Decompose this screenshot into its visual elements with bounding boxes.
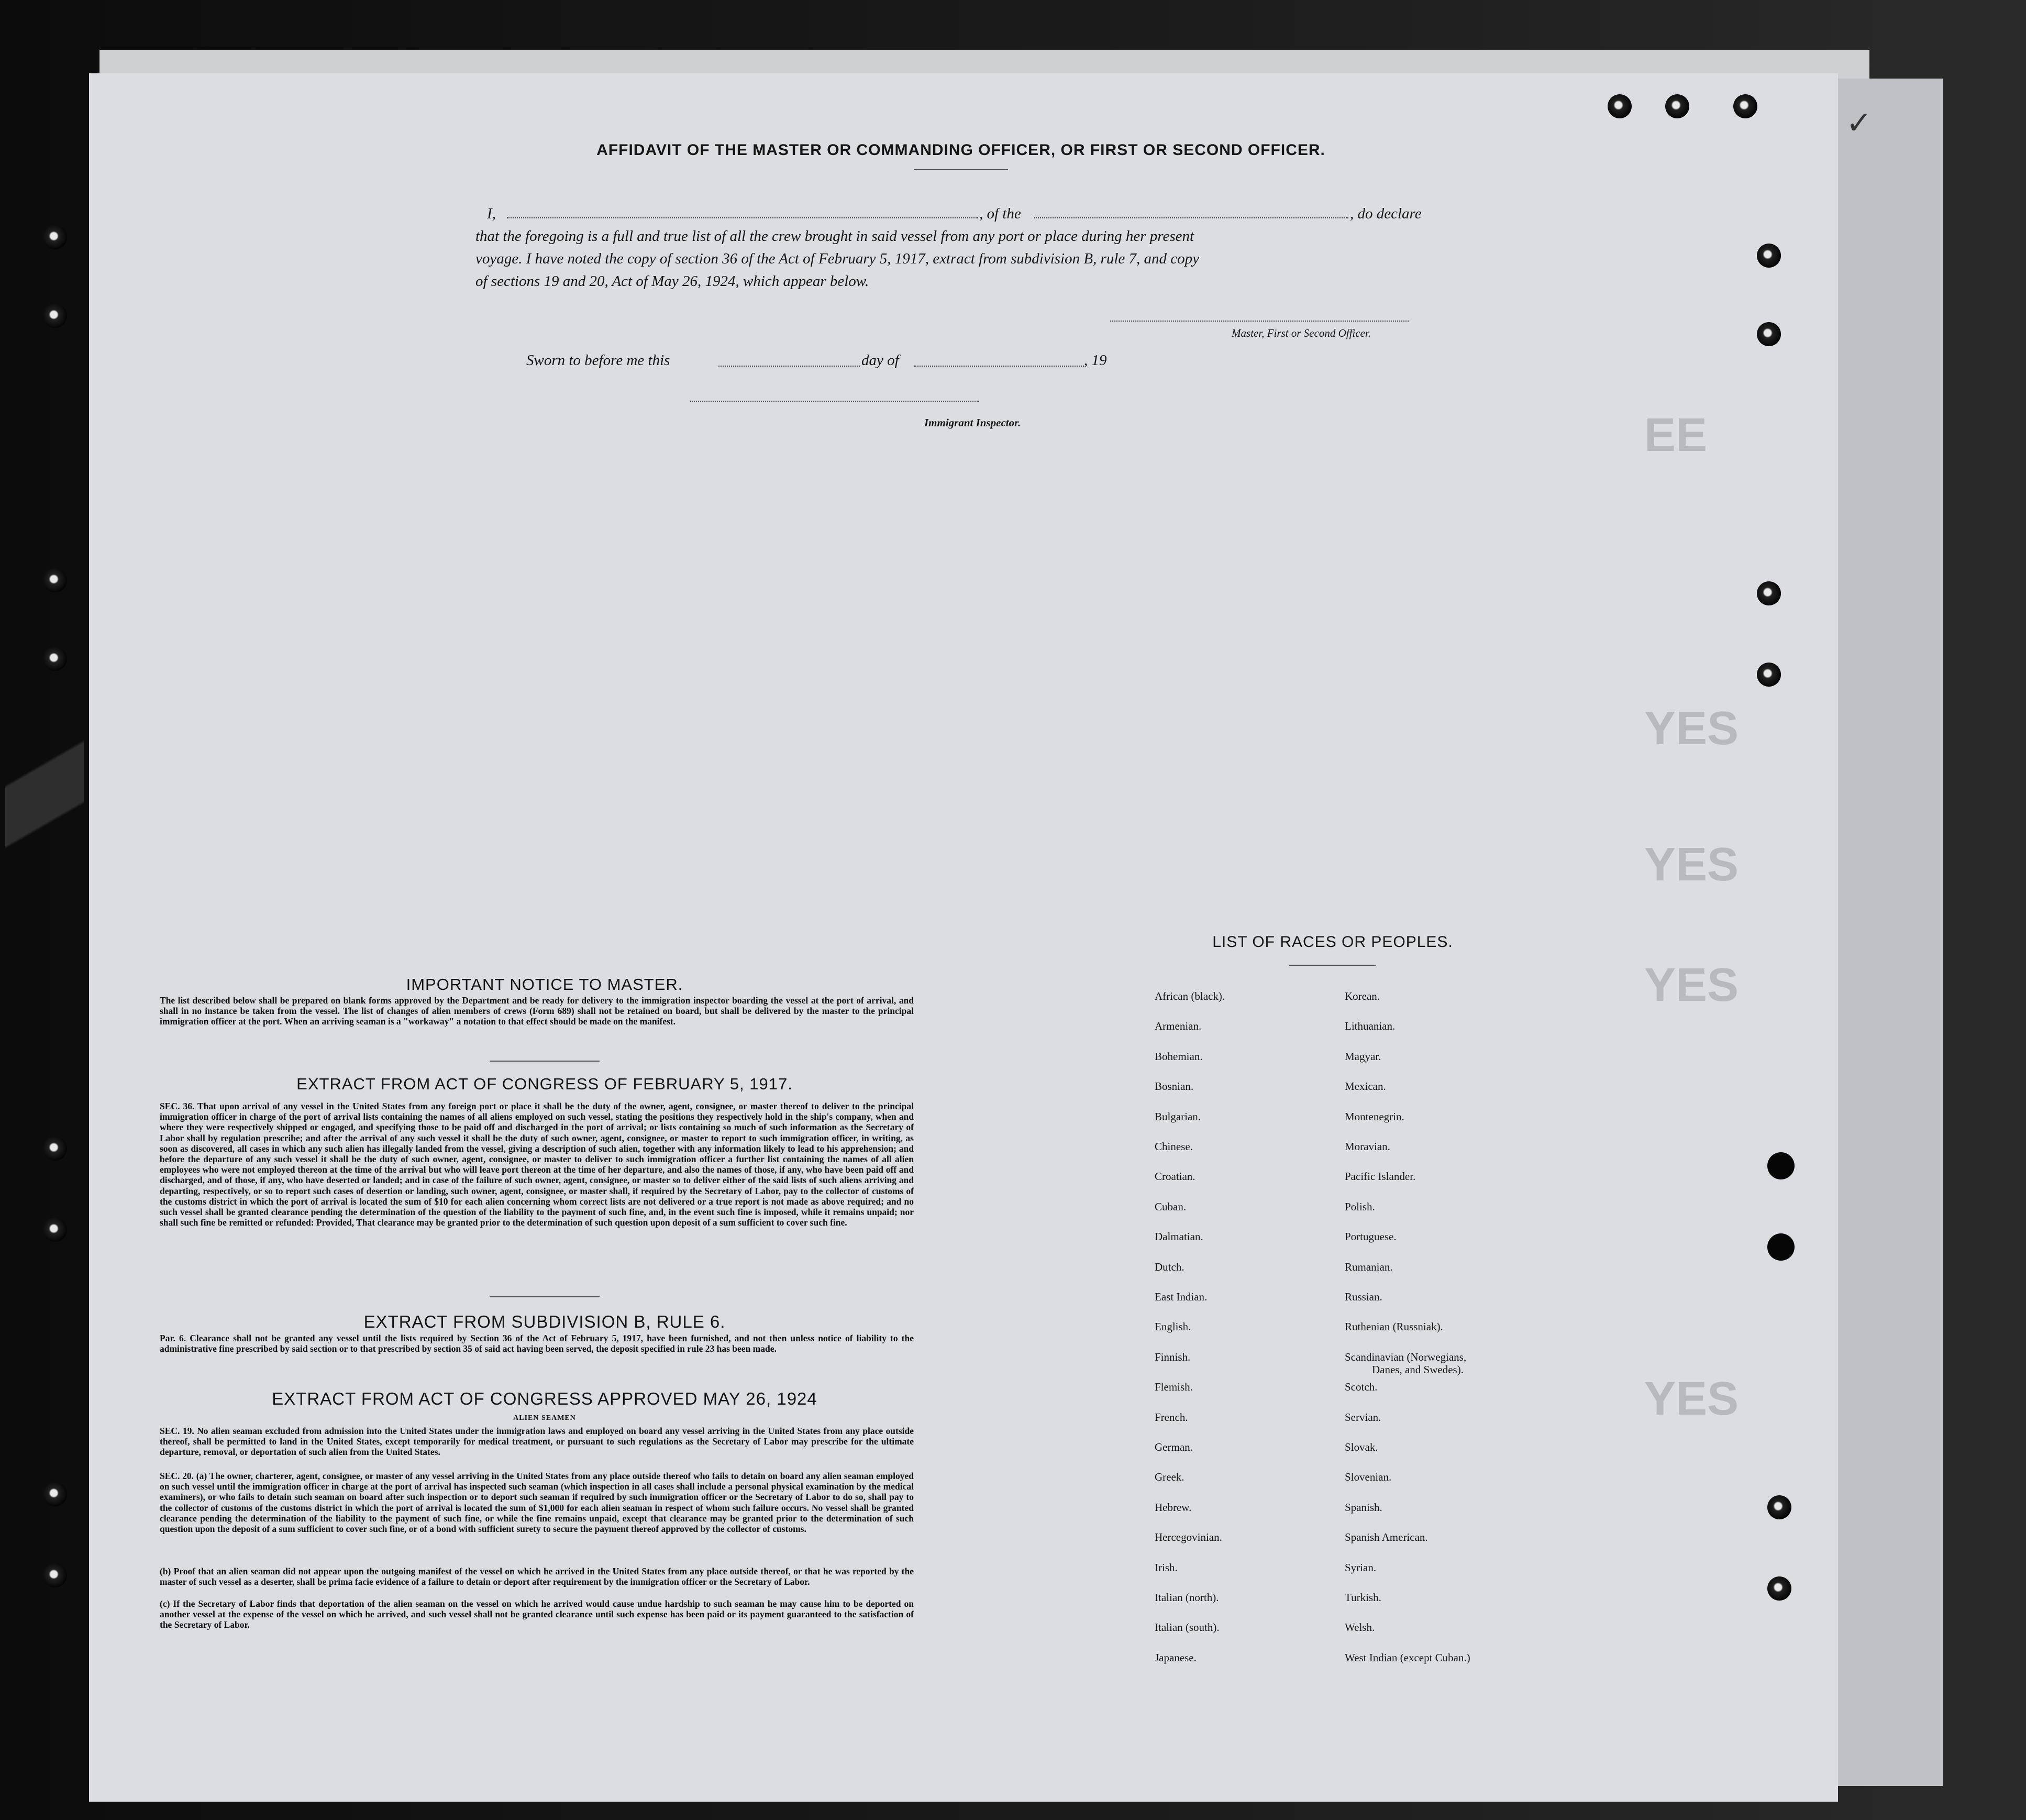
binder-hole-icon xyxy=(1757,244,1781,268)
inspector-line[interactable] xyxy=(690,401,979,402)
race-item: Turkish. xyxy=(1345,1591,1381,1604)
races-underline xyxy=(1289,965,1376,966)
binder-hole-icon xyxy=(43,647,67,671)
race-item: Montenegrin. xyxy=(1345,1110,1404,1123)
race-item: Russian. xyxy=(1345,1290,1382,1303)
binder-hole-icon xyxy=(43,225,67,249)
race-item: Japanese. xyxy=(1155,1651,1197,1664)
binder-hole-icon xyxy=(1733,94,1757,118)
race-item: Flemish. xyxy=(1155,1381,1193,1394)
race-item: Spanish American. xyxy=(1345,1531,1428,1544)
binder-hole-icon xyxy=(43,568,67,592)
extract-1917-text: SEC. 36. That upon arrival of any vessel in the United States from any foreign port or place it shall be the duty of the owner, agent, consignee, or master thereof to deliver to the principal immigration officer in charge of the port of arrival lists containing the names of all aliens employed on such vessel, stating the positions they respectively hold in the ship's company, when and where they were respectively shipped or engaged, and specifying those to be paid off and discharged in the port of arrival; or lists containing so much of such information as the Secretary of Labor shall by regulation prescribe; and after the arrival of any such vessel it shall be the duty of such owner, agent, consignee, or master to report to such immigration officer, in writing, as soon as discovered, all cases in which any such alien has illegally landed from the vessel, giving a description of such alien, together with any information likely to lead to his apprehension; and before the departure of any such vessel it shall be the duty of such owner, agent, consignee, or master to deliver to such immigration officer a further list containing the names of all alien employees who were not employed thereon at the time of the arrival but who will leave port thereon at the time of her departure, and also the names of those, if any, who have been paid off and discharged, and of those, if any, who have deserted or landed; and in case of the failure of such owner, agent, consignee, or master so to deliver either of the said lists of such aliens arriving and departing, respectively, or so to report such cases of desertion or landing, such owner, agent, consignee, or master shall, if required by the Secretary of Labor, pay to the collector of customs of the customs district in which the port of arrival is located the sum of $10 for each alien concerning whom correct lists are not delivered or a true report is not made as above required; and no such vessel shall be granted clearance pending the determination of the question of the liability to the payment of such fine, and, in the event such fine is imposed, while it remains unpaid; nor shall such fine be remitted or refunded: Provided, That clearance may be granted prior to the determination of such question upon deposit of a sum sufficient to cover such fine. xyxy=(160,1101,914,1228)
pencil-check-mark: ✓ xyxy=(1846,105,1873,140)
race-item: Pacific Islander. xyxy=(1345,1170,1416,1183)
binder-hole-icon xyxy=(1767,1495,1791,1519)
races-title: LIST OF RACES OR PEOPLES. xyxy=(1212,933,1453,951)
race-item: Portuguese. xyxy=(1345,1230,1397,1243)
sworn-text: Sworn to before me this xyxy=(526,352,670,369)
inspector-label: Immigrant Inspector. xyxy=(924,416,1021,429)
binder-hole-icon xyxy=(1665,94,1689,118)
affidavit-i: I, xyxy=(487,205,496,222)
affidavit-title: AFFIDAVIT OF THE MASTER OR COMMANDING OFFICER, OR FIRST OR SECOND OFFICER. xyxy=(596,141,1325,159)
notice-title: IMPORTANT NOTICE TO MASTER. xyxy=(406,975,683,994)
binder-hole-icon xyxy=(43,304,67,328)
signature-label: Master, First or Second Officer. xyxy=(1232,327,1371,339)
affidavit-line-3: voyage. I have noted the copy of section 36 of the Act of February 5, 1917, extract from subdivision B, rule 7, and copy xyxy=(475,250,1200,267)
race-item: Dutch. xyxy=(1155,1260,1184,1273)
race-item: Moravian. xyxy=(1345,1140,1390,1153)
binder-hole-icon xyxy=(1757,663,1781,687)
section-divider xyxy=(490,1296,600,1297)
extract-1924-title: EXTRACT FROM ACT OF CONGRESS APPROVED MAY 26, 1924 xyxy=(272,1389,817,1408)
race-item: Slovenian. xyxy=(1345,1471,1392,1484)
affidavit-of-the: , of the xyxy=(979,205,1021,222)
title-underline xyxy=(914,169,1008,170)
race-item: Finnish. xyxy=(1155,1350,1191,1363)
race-item: Mexican. xyxy=(1345,1080,1386,1093)
race-item: Welsh. xyxy=(1345,1621,1375,1634)
race-item: East Indian. xyxy=(1155,1290,1208,1303)
race-item: Polish. xyxy=(1345,1200,1375,1213)
race-item: Hebrew. xyxy=(1155,1501,1192,1514)
extract-1924-sec20c: (c) If the Secretary of Labor finds that deportation of the alien seaman on the vessel on which he arrived would cause undue hardship to such seaman he may cause him to be deported on another vessel at the expense of the vessel on which he arrived, and such vessel shall not be granted clearance until such expense has been paid or its payment guaranteed to the satisfaction of the Secretary of Labor. xyxy=(160,1598,914,1630)
race-item: Bosnian. xyxy=(1155,1080,1194,1093)
sworn-day-of: day of xyxy=(861,352,899,369)
sworn-month-blank[interactable] xyxy=(914,366,1084,367)
race-item: Scandinavian (Norwegians, xyxy=(1345,1350,1467,1363)
binder-hole-icon xyxy=(43,1563,67,1587)
section-divider xyxy=(490,1061,600,1062)
race-item: West Indian (except Cuban.) xyxy=(1345,1651,1470,1664)
binder-hole-icon xyxy=(1757,322,1781,346)
affidavit-line-2: that the foregoing is a full and true list of all the crew brought in said vessel from any port or place during her present xyxy=(475,228,1194,245)
sworn-year: , 19 xyxy=(1084,352,1107,369)
race-item: Armenian. xyxy=(1155,1020,1202,1033)
extract-1924-sec20b: (b) Proof that an alien seaman did not appear upon the outgoing manifest of the vessel on which he arrived in the United States from any place outside thereof, or that he was reported by the master of such vessel as a deserter, shall be prima facie evidence of a failure to detain or deport after requirement by the immigration officer or the Secretary of Labor. xyxy=(160,1566,914,1587)
binding-strap xyxy=(5,649,84,943)
race-item: Rumanian. xyxy=(1345,1260,1393,1273)
race-item: Spanish. xyxy=(1345,1501,1382,1514)
extract-1924-sec20a: SEC. 20. (a) The owner, charterer, agent, consignee, or master of any vessel arriving in the United States from any place outside thereof who fails to detain on board any alien seaman employed on such vessel until the immigration officer in charge at the port of arrival has inspected such seaman (which inspection in all cases shall include a personal physical examination by the medical examiners), or who fails to detain such seaman on board after such inspection or to deport such seaman if required by such immigration officer or the Secretary of Labor to do so, shall pay to the collector of customs of the customs district in which the port of arrival is located the sum of $1,000 for each alien seaman in respect of whom such failure occurs. No vessel shall be granted clearance pending the determination of the liability to the payment of such fine, or while the fine remains unpaid, except that clearance may be granted prior to the determination of such question upon the deposit of a sum sufficient to cover such fine, or of a bond with sufficient surety to secure the payment thereof approved by the collector of customs. xyxy=(160,1471,914,1535)
race-item: Bulgarian. xyxy=(1155,1110,1201,1123)
form-page xyxy=(89,73,1838,1802)
race-item: Hercegovinian. xyxy=(1155,1531,1222,1544)
race-item: German. xyxy=(1155,1441,1193,1453)
notice-text: The list described below shall be prepared on blank forms approved by the Department and be ready for delivery to the immigration inspector boarding the vessel at the port of arrival, and shall in no instance be taken from the vessel. The list of changes of alien members of crews (Form 689) shall not be retained on board, but shall be delivered by the master to the principal immigration officer at the port. When an arriving seaman is a "workaway" a notation to that effect should be made on the manifest. xyxy=(160,995,914,1027)
bleedthrough-marks: YES xyxy=(1644,839,1739,891)
binder-hole-icon xyxy=(1608,94,1632,118)
race-item: Dalmatian. xyxy=(1155,1230,1203,1243)
race-item: Scotch. xyxy=(1345,1381,1378,1394)
race-item: Bohemian. xyxy=(1155,1050,1203,1063)
bleedthrough-marks: YES xyxy=(1644,959,1739,1011)
race-item: Slovak. xyxy=(1345,1441,1378,1453)
race-item: Italian (south). xyxy=(1155,1621,1220,1634)
race-item: Chinese. xyxy=(1155,1140,1193,1153)
underlying-sheet-edge xyxy=(1822,79,1943,1786)
vessel-blank[interactable] xyxy=(1034,217,1348,218)
race-item: Irish. xyxy=(1155,1561,1178,1574)
binder-hole-icon xyxy=(1757,581,1781,605)
race-item: English. xyxy=(1155,1320,1191,1333)
race-item: Italian (north). xyxy=(1155,1591,1219,1604)
extract-1917-title: EXTRACT FROM ACT OF CONGRESS OF FEBRUARY 5, 1917. xyxy=(296,1075,793,1093)
punch-hole-icon xyxy=(1767,1233,1795,1261)
punch-hole-icon xyxy=(1767,1152,1795,1179)
race-item: Cuban. xyxy=(1155,1200,1187,1213)
bleedthrough-marks: EE xyxy=(1644,409,1708,461)
binder-hole-icon xyxy=(1767,1576,1791,1601)
extract-1924-subtitle: ALIEN SEAMEN xyxy=(513,1414,576,1422)
affidavit-do-declare: , do declare xyxy=(1350,205,1422,222)
binder-hole-icon xyxy=(43,1137,67,1161)
bleedthrough-marks: YES xyxy=(1644,702,1739,755)
signature-line[interactable] xyxy=(1110,321,1409,322)
race-item: Ruthenian (Russniak). xyxy=(1345,1320,1443,1333)
sworn-day-blank[interactable] xyxy=(718,366,860,367)
race-item: Magyar. xyxy=(1345,1050,1381,1063)
race-item: Lithuanian. xyxy=(1345,1020,1396,1033)
race-item: Danes, and Swedes). xyxy=(1372,1363,1464,1376)
extract-rule6-text: Par. 6. Clearance shall not be granted any vessel until the lists required by Section 36 of the Act of February 5, 1917, have been furnished, and not then unless notice of liability to the administrative fine prescribed by said section or to that prescribed by section 35 of said act having been served, the deposit specified in rule 23 has been made. xyxy=(160,1333,914,1354)
race-item: Syrian. xyxy=(1345,1561,1377,1574)
affidavit-line-4: of sections 19 and 20, Act of May 26, 1924, which appear below. xyxy=(475,273,869,290)
race-item: African (black). xyxy=(1155,990,1225,1002)
bleedthrough-marks: YES xyxy=(1644,1373,1739,1425)
race-item: Servian. xyxy=(1345,1410,1381,1424)
race-item: Korean. xyxy=(1345,990,1380,1002)
extract-1924-sec19: SEC. 19. No alien seaman excluded from admission into the United States under the immigration laws and employed on board any vessel arriving in the United States from any place outside thereof, shall be permitted to land in the United States, except temporarily for medical treatment, or pursuant to such regulations as the Secretary of Labor may prescribe for the ultimate departure, removal, or deportation of such alien from the United States. xyxy=(160,1426,914,1458)
race-item: Greek. xyxy=(1155,1471,1184,1484)
binder-hole-icon xyxy=(43,1218,67,1242)
binder-hole-icon xyxy=(43,1482,67,1506)
extract-rule6-title: EXTRACT FROM SUBDIVISION B, RULE 6. xyxy=(363,1312,726,1331)
race-item: French. xyxy=(1155,1410,1188,1424)
name-blank[interactable] xyxy=(507,217,978,218)
race-item: Croatian. xyxy=(1155,1170,1195,1183)
